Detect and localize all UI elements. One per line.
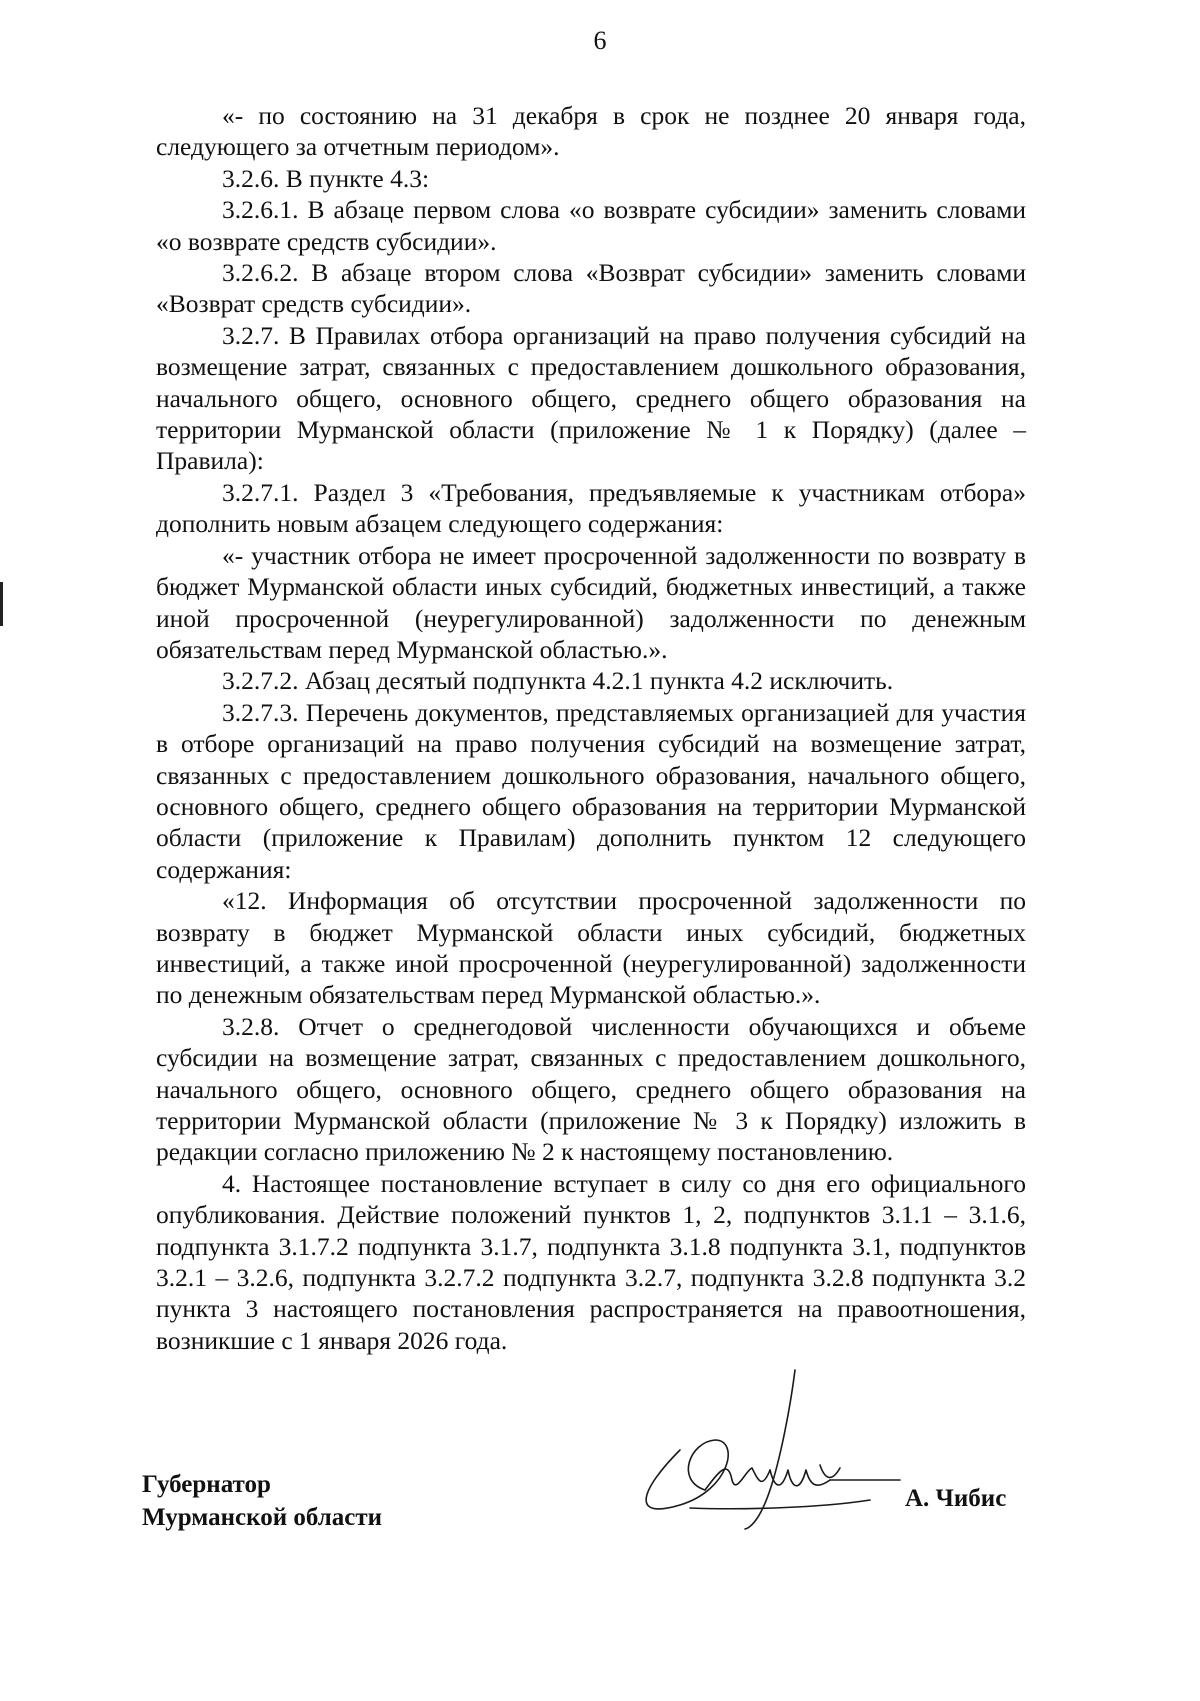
paragraph-3-2-6-2: 3.2.6.2. В абзаце втором слова «Возврат субсидии» заменить словами «Возврат средств субсидии». [156,258,1026,319]
paragraph-quote-deadline: «- по состоянию на 31 декабря в срок не позднее 20 января года, следующего за отчетным периодом». [156,101,1026,162]
scan-margin-mark [0,582,3,626]
document-body [156,100,1026,1356]
signature-position-line2: Мурманской области [142,1504,383,1531]
paragraph-3-2-7-2: 3.2.7.2. Абзац десятый подпункта 4.2.1 пункта 4.2 исключить. [222,666,894,696]
paragraph-quote-item-12: «12. Информация об отсутствии просроченной задолженности по возврату в бюджет Мурманской области иных субсидий, бюджетных инвестиций, а также иной просроченной (неурегулированной) задолженности по денежным обязательствам перед Мурманской областью.». [156,886,1026,1010]
paragraph-3-2-6-1: 3.2.6.1. В абзаце первом слова «о возврате субсидии» заменить словами «о возврате средств субсидии». [156,195,1026,256]
paragraph-3-2-7-3: 3.2.7.3. Перечень документов, представляемых организацией для участия в отборе организаций на право получения субсидий на возмещение затрат, связанных с предоставлением дошкольного образования, начального общего, основного общего, среднего общего образования на территории Мурманской области (приложение к Правилам) дополнить пунктом 12 следующего содержания: [156,697,1026,884]
handwritten-signature [620,1330,920,1530]
paragraph-3-2-7: 3.2.7. В Правилах отбора организаций на право получения субсидий на возмещение затрат, связанных с предоставлением дошкольного образования, начального общего, основного общего, среднего общего образования на территории Мурманской области (приложение № 1 к Порядку) (далее – Правила): [156,320,1026,476]
signatory-name: А. Чибис [905,1485,1007,1512]
paragraph-3-2-8: 3.2.8. Отчет о среднегодовой численности обучающихся и объеме субсидии на возмещение затрат, связанных с предоставлением дошкольного, начального общего, основного общего, среднего общего образования на территории Мурманской области (приложение № 3 к Порядку) изложить в редакции согласно приложению № 2 к настоящему постановлению. [156,1011,1026,1167]
page-number: 6 [593,26,607,55]
paragraph-3-2-6: 3.2.6. В пункте 4.3: [222,163,430,193]
paragraph-quote-participant: «- участник отбора не имеет просроченной задолженности по возврату в бюджет Мурманской области иных субсидий, бюджетных инвестиций, а также иной просроченной (неурегулированной) задолженности по денежным обязательствам перед Мурманской областью.». [156,540,1026,664]
signature-position-line1: Губернатор [142,1471,271,1498]
paragraph-3-2-7-1: 3.2.7.1. Раздел 3 «Требования, предъявляемые к участникам отбора» дополнить новым абзацем следующего содержания: [156,477,1026,539]
paragraph-4: 4. Настоящее постановление вступает в силу со дня его официального опубликования. Действие положений пунктов 1, 2, подпунктов 3.1.1 – 3.1.6, подпункта 3.1.7.2 подпункта 3.1.7, подпункта 3.1.8 подпункта 3.1, подпунктов 3.2.1 – 3.2.6, подпункта 3.2.7.2 подпункта 3.2.7, подпункта 3.2.8 подпункта 3.2 пункта 3 настоящего постановления распространяется на правоотношения, возникшие с 1 января 2026 года. [156,1168,1026,1355]
signature-position [142,1468,382,1534]
